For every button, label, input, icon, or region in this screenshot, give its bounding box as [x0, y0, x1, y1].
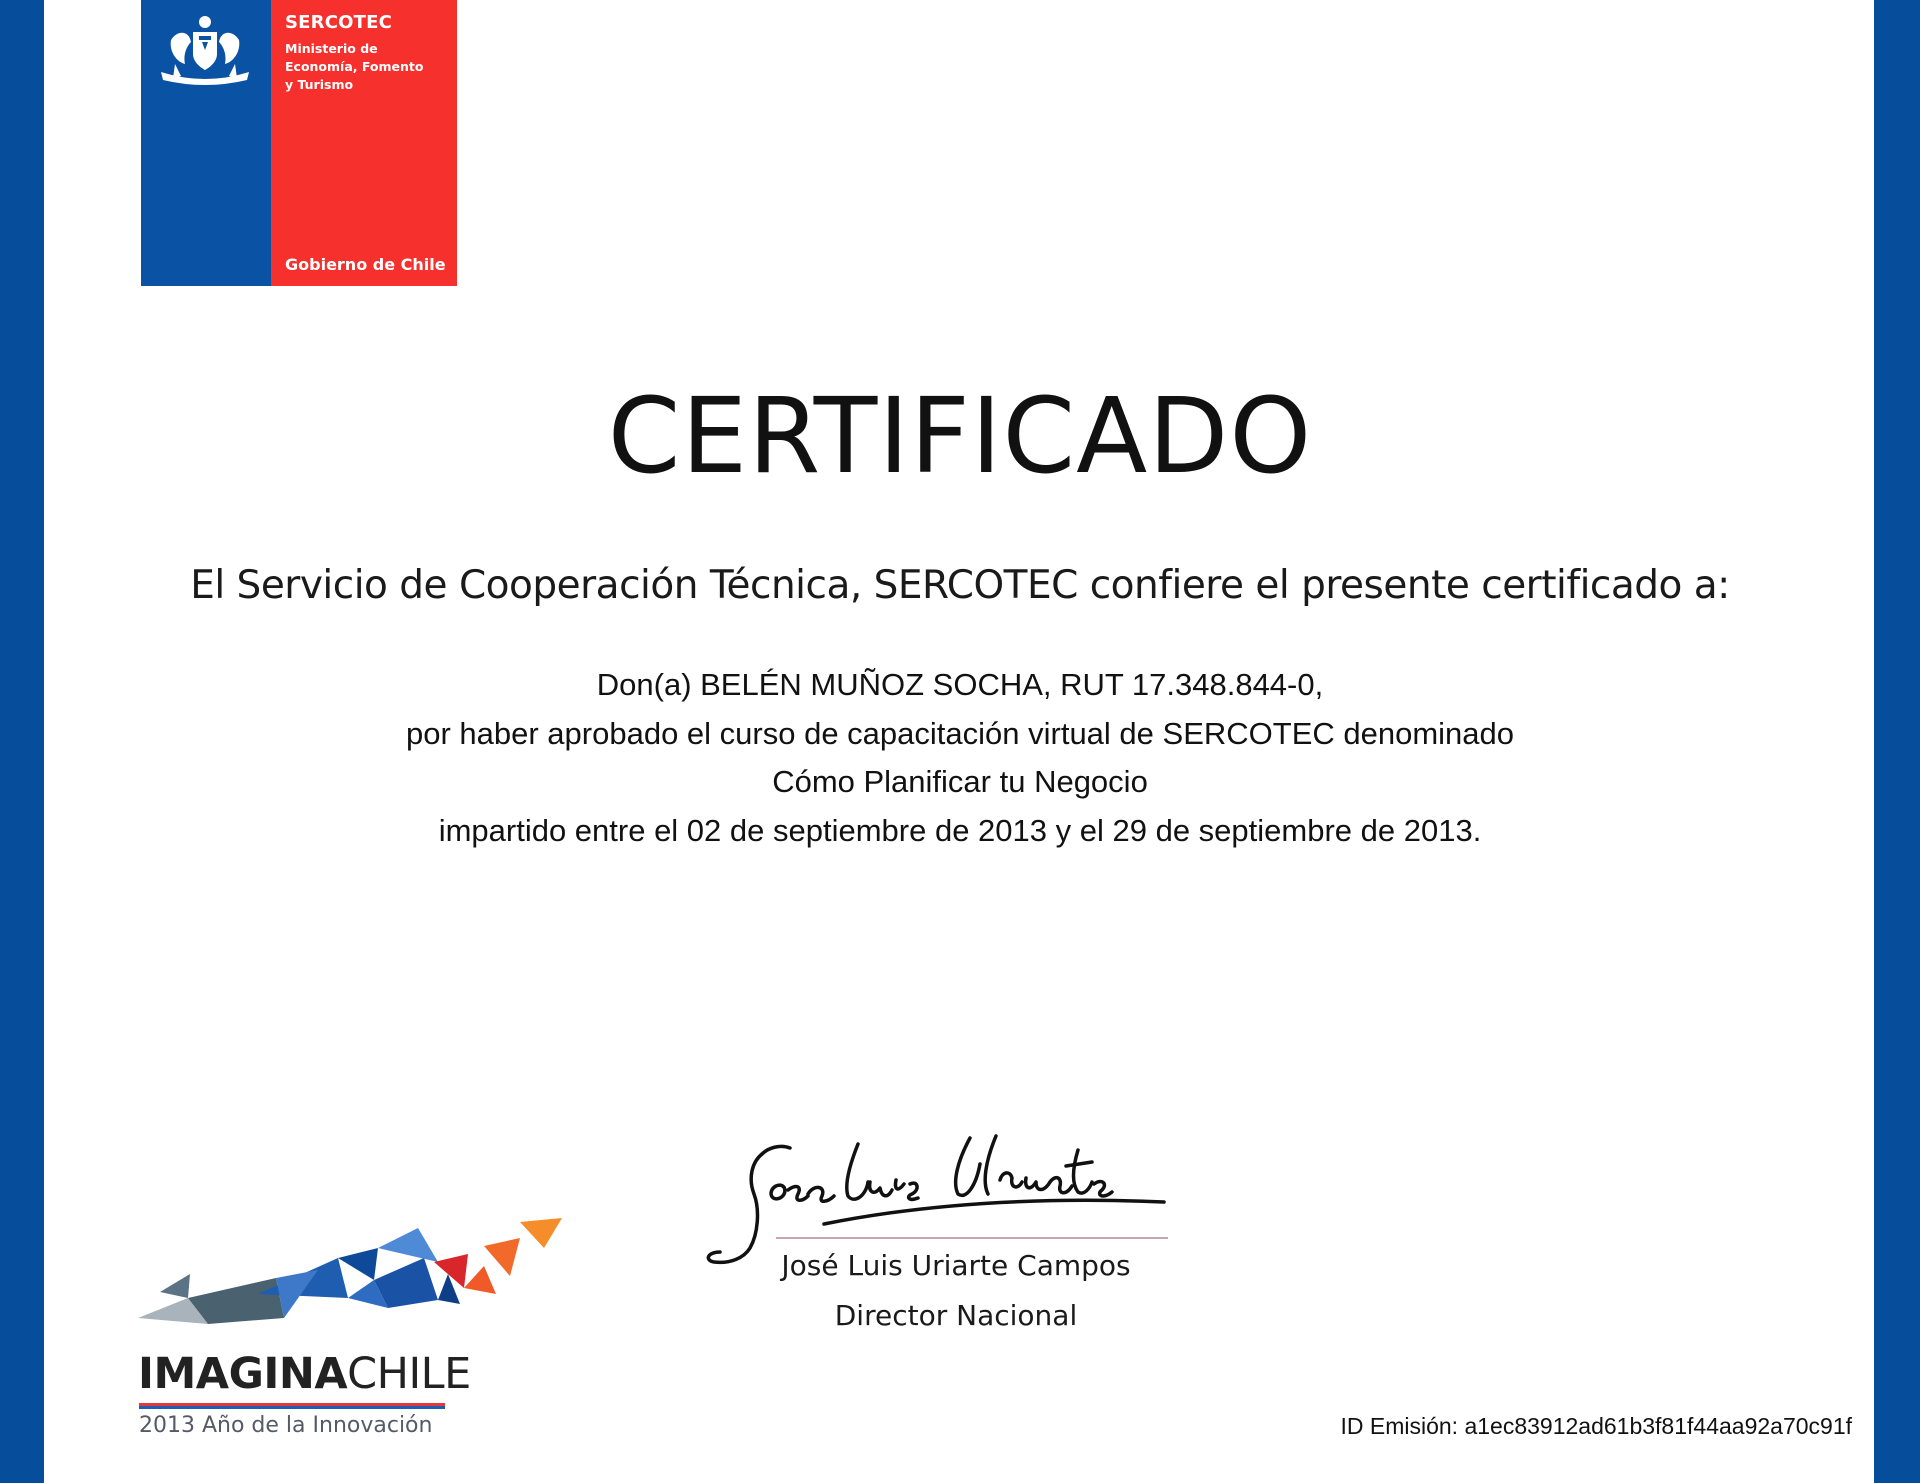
- signatory-name: José Luis Uriarte Campos: [781, 1249, 1131, 1282]
- certificate-body: [0, 661, 1920, 855]
- government-name: Gobierno de Chile: [285, 255, 446, 274]
- imagina-underline: [139, 1403, 445, 1409]
- emission-id: ID Emisión: a1ec83912ad61b3f81f44aa92a70c91f: [1340, 1413, 1852, 1439]
- imagina-chile-wordmark: [138, 1349, 471, 1399]
- course-dates-line: impartido entre el 02 de septiembre de 2013 y el 29 de septiembre de 2013.: [438, 812, 1482, 848]
- ministry-name: Ministerio de Economía, Fomento y Turismo: [285, 41, 424, 92]
- certificate-intro: El Servicio de Cooperación Técnica, SERCOTEC confiere el presente certificado a:: [190, 563, 1730, 608]
- brand-bold: IMAGINA: [138, 1349, 348, 1399]
- imagina-chile-triangles-icon: [138, 1218, 568, 1338]
- course-approval-line: por haber aprobado el curso de capacitación virtual de SERCOTEC denominado: [405, 715, 1515, 751]
- certificate-title: CERTIFICADO: [607, 375, 1313, 497]
- logo-red-panel: [271, 0, 457, 286]
- signatory-role: Director Nacional: [834, 1299, 1078, 1332]
- agency-name: SERCOTEC: [285, 12, 393, 33]
- imagina-tagline: 2013 Año de la Innovación: [139, 1413, 433, 1438]
- signature-line: [776, 1237, 1168, 1239]
- recipient-line: Don(a) BELÉN MUÑOZ SOCHA, RUT 17.348.844-0,: [596, 667, 1324, 702]
- coat-of-arms-icon: [153, 10, 257, 90]
- logo-blue-panel: [141, 0, 271, 286]
- brand-regular: CHILE: [347, 1349, 471, 1399]
- gobierno-de-chile-logo: [141, 0, 457, 286]
- course-name-line: Cómo Planificar tu Negocio: [772, 764, 1148, 799]
